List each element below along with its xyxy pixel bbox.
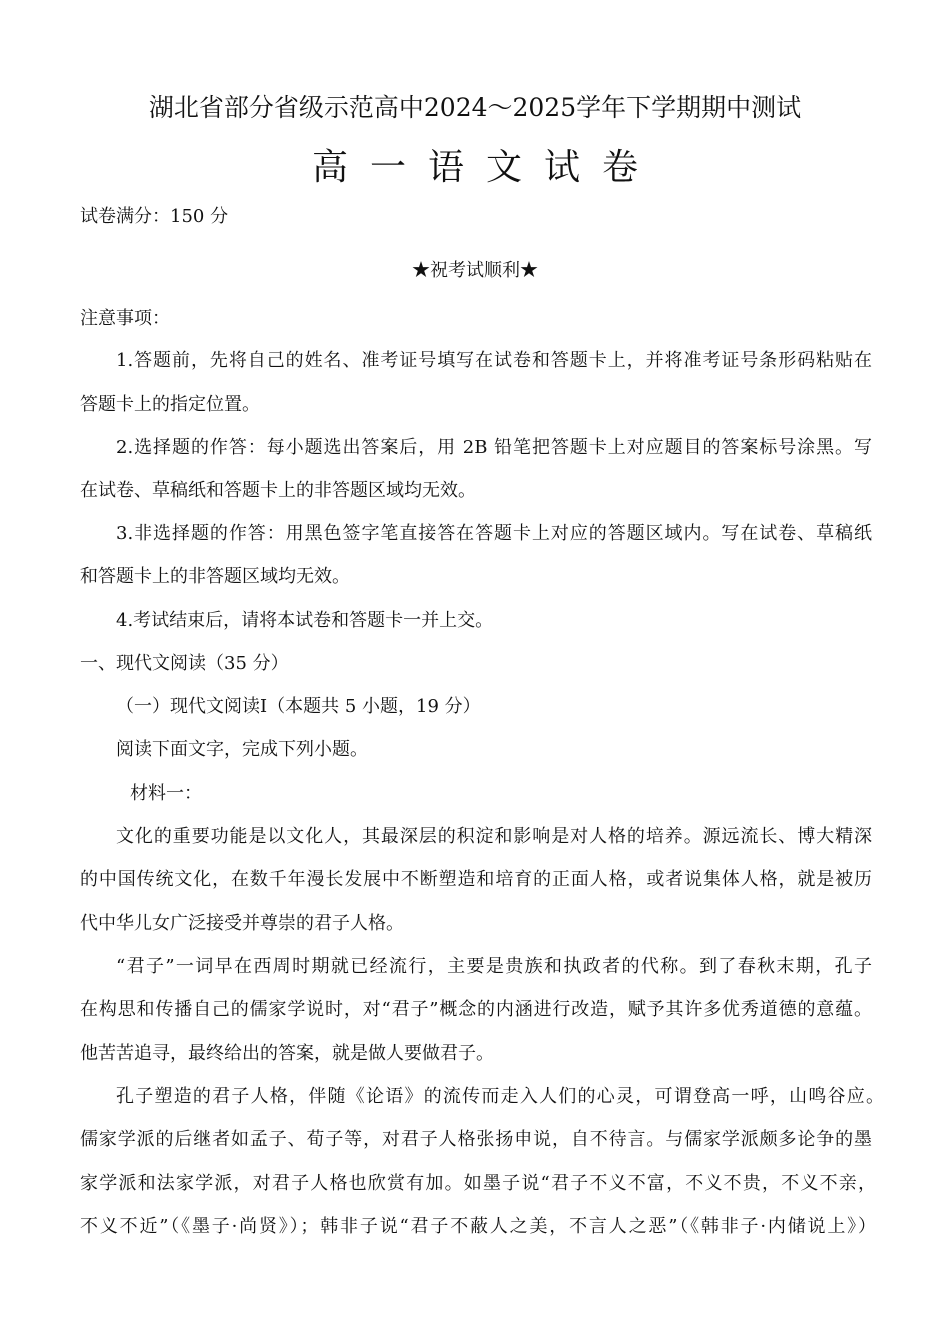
- notice-item-3-line-2: 和答题卡上的非答题区域均无效。: [80, 566, 350, 587]
- blessing-line: ★祝考试顺利★: [412, 260, 538, 281]
- notice-item-2-line-1: 2.选择题的作答：每小题选出答案后，用 2B 铅笔把答题卡上对应题目的答案标号涂黑。写: [116, 437, 872, 458]
- exam-subtitle: 湖北省部分省级示范高中2024～2025学年下学期期中测试: [148, 93, 802, 122]
- section-instruction: 阅读下面文字，完成下列小题。: [116, 739, 368, 760]
- passage-p3-line-3: 家学派和法家学派，对君子人格也欣赏有加。如墨子说“君子不义不富，不义不贵，不义不亲，: [80, 1173, 876, 1194]
- section-sub-heading: （一）现代文阅读Ⅰ（本题共 5 小题，19 分）: [116, 696, 481, 717]
- passage-p3-line-4: 不义不近”（《墨子·尚贤》）；韩非子说“君子不蔽人之美，不言人之恶”（《韩非子·内储说上》）: [80, 1216, 876, 1237]
- notice-item-2-line-2: 在试卷、草稿纸和答题卡上的非答题区域均无效。: [80, 480, 476, 501]
- passage-p1-line-3: 代中华儿女广泛接受并尊崇的君子人格。: [80, 913, 404, 934]
- notice-item-3-line-1: 3.非选择题的作答：用黑色签字笔直接答在答题卡上对应的答题区域内。写在试卷、草稿纸: [116, 523, 872, 544]
- notice-item-4: 4.考试结束后，请将本试卷和答题卡一并上交。: [116, 610, 494, 631]
- exam-title: 高一语文试卷: [311, 147, 660, 188]
- passage-p2-line-1: “君子”一词早在西周时期就已经流行，主要是贵族和执政者的代称。到了春秋末期，孔子: [116, 956, 872, 977]
- material-label: 材料一：: [130, 783, 202, 804]
- passage-p3-line-2: 儒家学派的后继者如孟子、荀子等，对君子人格张扬申说，自不待言。与儒家学派颇多论争的墨: [80, 1129, 872, 1150]
- notice-item-1-line-1: 1.答题前，先将自己的姓名、准考证号填写在试卷和答题卡上，并将准考证号条形码粘贴在: [116, 350, 872, 371]
- passage-p1-line-1: 文化的重要功能是以文化人，其最深层的积淀和影响是对人格的培养。源远流长、博大精深: [116, 826, 872, 847]
- notice-item-1-line-2: 答题卡上的指定位置。: [80, 394, 260, 415]
- passage-p3-line-1: 孔子塑造的君子人格，伴随《论语》的流传而走入人们的心灵，可谓登高一呼，山鸣谷应。: [116, 1086, 884, 1107]
- section-heading: 一、现代文阅读（35 分）: [80, 653, 289, 674]
- passage-p1-line-2: 的中国传统文化，在数千年漫长发展中不断塑造和培育的正面人格，或者说集体人格，就是被历: [80, 869, 872, 890]
- notice-heading: 注意事项：: [80, 308, 170, 329]
- score-line: 试卷满分：150 分: [80, 206, 229, 227]
- passage-p2-line-2: 在构思和传播自己的儒家学说时，对“君子”概念的内涵进行改造，赋予其许多优秀道德的意蕴。: [80, 999, 872, 1020]
- passage-p2-line-3: 他苦苦追寻，最终给出的答案，就是做人要做君子。: [80, 1043, 494, 1064]
